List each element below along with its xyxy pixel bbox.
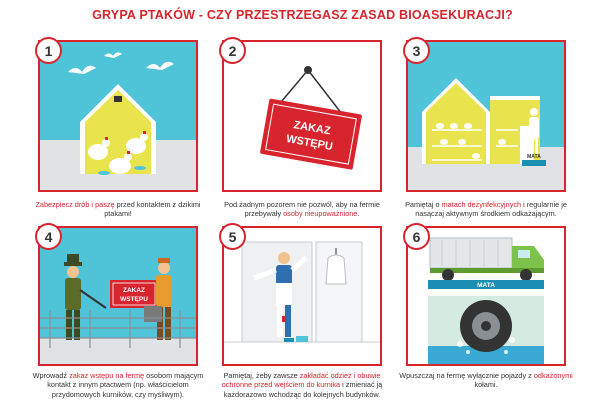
step-number: 6	[403, 223, 430, 250]
sign-text: WSTĘPU	[120, 296, 148, 303]
illustration-frame	[38, 40, 198, 192]
caption: Pamiętaj o matach dezynfekcyjnych i regularnie je nasączaj aktywnym środkiem odkażającym.	[405, 200, 567, 219]
vehicle-disinfection-illustration	[408, 228, 564, 364]
page-title: GRYPA PTAKÓW - CZY PRZESTRZEGASZ ZASAD BIOASEKURACJI?	[92, 8, 513, 22]
no-entry-fence-illustration	[40, 228, 196, 364]
mat-label: MATA	[477, 282, 495, 289]
no-entry-sign-illustration	[224, 42, 380, 190]
caption: Wprowadź zakaz wstępu na fermę osobom mającym kontakt z innym ptactwem (np. właścicielom przydomowych kurników, czy myśliwym).	[32, 371, 204, 399]
disinfection-mat-illustration	[408, 42, 564, 190]
illustration-frame	[406, 226, 566, 366]
caption: Pod żadnym pozorem nie pozwól, aby na fermie przebywały osoby nieupoważnione.	[224, 200, 380, 219]
mat-label: MATA	[527, 154, 541, 160]
wild-birds-chickens-illustration	[40, 42, 196, 190]
caption: Pamiętaj, żeby zawsze zakładać odzież i obuwie ochronne przed wejściem do kurnika i zmieniać ją każdorazowo wchodząc do kolejnych budynków.	[221, 371, 383, 399]
caption: Zabezpiecz drób i paszę przed kontaktem z dzikimi ptakami!	[35, 200, 201, 219]
step-number: 3	[403, 37, 430, 64]
sign-text: ZAKAZ	[122, 287, 146, 294]
illustration-frame	[38, 226, 198, 366]
illustration-frame	[406, 40, 566, 192]
step-number: 1	[35, 37, 62, 64]
step-number: 4	[35, 223, 62, 250]
step-number: 2	[219, 37, 246, 64]
sign-text: WSTĘPU	[285, 133, 334, 154]
step-number: 5	[219, 223, 246, 250]
illustration-frame	[222, 226, 382, 366]
caption: Wpuszczaj na fermę wyłącznie pojazdy z odkażonymi kołami.	[399, 371, 573, 390]
illustration-frame	[222, 40, 382, 192]
protective-clothing-illustration	[224, 228, 380, 364]
sign-text: ZAKAZ	[292, 119, 332, 138]
